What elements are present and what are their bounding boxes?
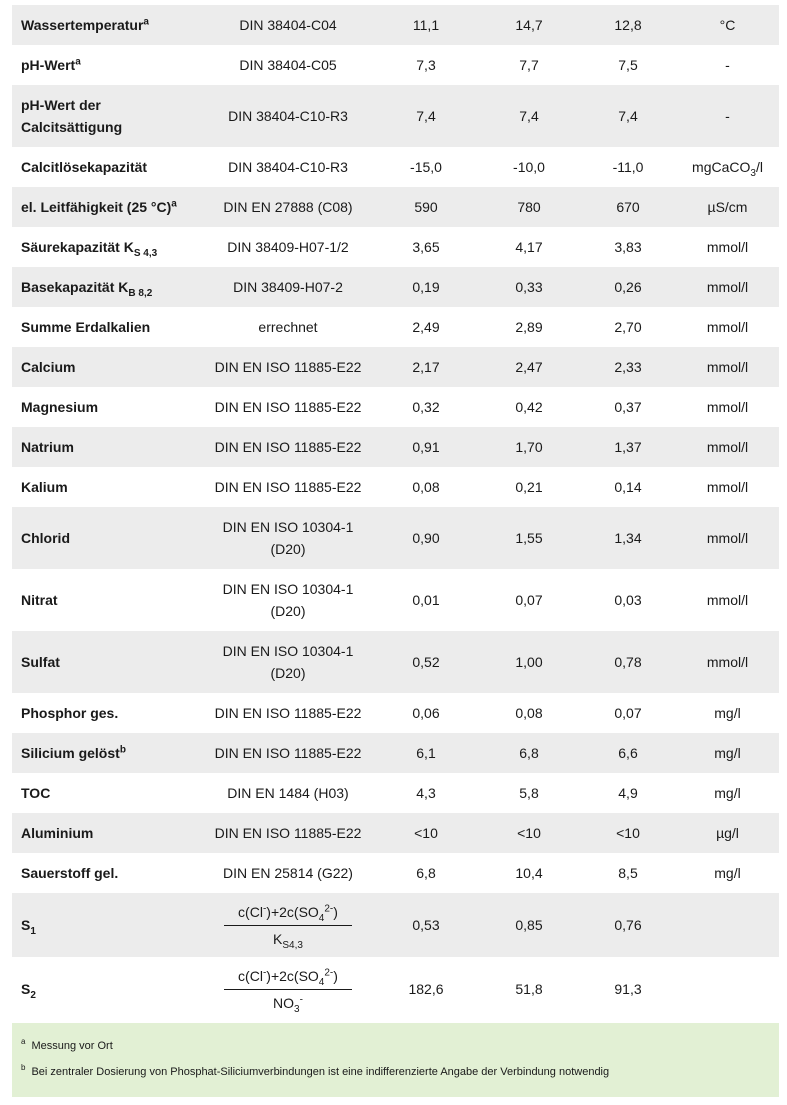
unit-cell: mmol/l: [706, 319, 749, 335]
method-cell: DIN EN ISO 11885-E22: [214, 479, 362, 495]
value-cell: 6,6: [580, 733, 676, 773]
unit-cell: mmol/l: [676, 507, 779, 569]
parameter-name: Aluminium: [12, 813, 202, 853]
parameter-name: Silicium gelöst$^b$: [12, 733, 202, 773]
method-cell: DIN 38404-C05: [239, 57, 337, 73]
value-cell: 182,6: [408, 981, 444, 997]
parameter-name: Wassertemperatur$^a$: [12, 5, 202, 45]
value-cell: 670: [580, 187, 676, 227]
value-cell: 0,07: [614, 705, 642, 721]
value-cell: 1,34: [580, 507, 676, 569]
value-cell: 14,7: [478, 5, 580, 45]
table-row: [12, 507, 779, 569]
value-cell: 6,8: [416, 865, 436, 881]
unit-cell: mg/l: [714, 705, 741, 721]
value-cell: -11,0: [612, 159, 644, 175]
unit-cell: [676, 893, 779, 957]
value-cell: 3,83: [614, 239, 642, 255]
value-cell: 0,03: [614, 592, 642, 608]
value-cell: 6,1: [374, 733, 478, 773]
value-cell: 7,7: [519, 57, 539, 73]
table-row: [12, 957, 779, 1021]
method-cell: DIN EN ISO 11885-E22: [214, 705, 362, 721]
s1-formula: [224, 901, 352, 950]
value-cell: 590: [374, 187, 478, 227]
value-cell: 12,8: [580, 5, 676, 45]
unit-cell: µS/cm: [676, 187, 779, 227]
parameter-name: Säurekapazität $K_{S 4,3}$: [21, 239, 158, 259]
footnotes: [12, 1023, 779, 1097]
value-cell: 3,65: [412, 239, 440, 255]
table-row: [12, 467, 779, 507]
unit-cell: mmol/l: [676, 347, 779, 387]
value-cell: 8,5: [618, 865, 638, 881]
value-cell: 7,5: [618, 57, 638, 73]
value-cell: 0,53: [374, 893, 478, 957]
value-cell: 0,37: [614, 399, 642, 415]
parameter-name: Magnesium: [21, 399, 99, 415]
parameter-name: Basekapazität $K_{B 8,2}$: [12, 267, 202, 307]
value-cell: 91,3: [614, 981, 642, 997]
value-cell: 2,89: [515, 319, 543, 335]
s2-formula: [224, 965, 352, 1014]
value-cell: 7,4: [580, 85, 676, 147]
method-cell: DIN 38409-H07-2: [202, 267, 374, 307]
parameter-name: pH-Wert$^a$: [21, 56, 81, 73]
table-row: [12, 693, 779, 733]
value-cell: 51,8: [515, 981, 543, 997]
formula-denominator: $K_{S4,3}$: [273, 930, 303, 951]
method-cell: DIN EN ISO 11885-E22: [214, 399, 362, 415]
value-cell: 0,01: [412, 592, 440, 608]
value-cell: 2,47: [478, 347, 580, 387]
value-cell: <10: [580, 813, 676, 853]
table-row: [12, 147, 779, 187]
value-cell: 2,33: [580, 347, 676, 387]
method-cell: DIN EN ISO 11885-E22: [202, 733, 374, 773]
value-cell: 1,55: [478, 507, 580, 569]
value-cell: 1,70: [478, 427, 580, 467]
unit-cell: mg/l: [676, 733, 779, 773]
unit-cell: mmol/l: [706, 592, 749, 608]
formula-numerator: $c(Cl^-)+2c(SO_4^{2-})$: [224, 901, 352, 926]
value-cell: 7,4: [374, 85, 478, 147]
value-cell: 0,19: [374, 267, 478, 307]
parameter-name: $S_2$: [21, 981, 36, 1001]
value-cell: 7,3: [416, 57, 436, 73]
value-cell: 11,1: [374, 5, 478, 45]
footnote-a: $^a$ Messung vor Ort: [21, 1037, 113, 1052]
method-cell: DIN EN ISO 11885-E22: [202, 427, 374, 467]
value-cell: 0,08: [515, 705, 543, 721]
value-cell: 5,8: [519, 785, 539, 801]
value-cell: 0,76: [580, 893, 676, 957]
parameter-name: Sauerstoff gel.: [21, 865, 119, 881]
unit-cell: mg/l: [714, 865, 741, 881]
method-cell: DIN EN ISO 10304-1 (D20): [202, 507, 374, 569]
parameter-name: Phosphor ges.: [21, 705, 119, 721]
table-row: [12, 387, 779, 427]
value-cell: 7,4: [478, 85, 580, 147]
parameter-name: Calcium: [12, 347, 202, 387]
table-row: [12, 45, 779, 85]
unit-cell: mmol/l: [676, 427, 779, 467]
unit-cell: °C: [676, 5, 779, 45]
method-cell: DIN 38404-C10-R3: [202, 85, 374, 147]
method-cell: DIN EN ISO 10304-1 (D20): [222, 581, 354, 619]
method-cell: errechnet: [258, 319, 318, 335]
value-cell: <10: [478, 813, 580, 853]
method-cell: DIN EN 25814 (G22): [223, 865, 353, 881]
unit-cell: -: [725, 57, 730, 73]
method-cell: DIN EN ISO 11885-E22: [202, 347, 374, 387]
method-cell: DIN EN ISO 11885-E22: [202, 813, 374, 853]
unit-cell: [676, 957, 779, 1021]
table-row: [12, 631, 779, 693]
table-row: [12, 893, 779, 957]
value-cell: 0,42: [515, 399, 543, 415]
value-cell: 10,4: [515, 865, 543, 881]
parameter-name: Natrium: [12, 427, 202, 467]
value-cell: 0,26: [580, 267, 676, 307]
unit-cell: µg/l: [676, 813, 779, 853]
value-cell: 0,52: [374, 631, 478, 693]
value-cell: 0,32: [412, 399, 440, 415]
parameter-name: Calcitlösekapazität: [21, 159, 148, 175]
parameter-name: Summe Erdalkalien: [21, 319, 151, 335]
method-cell: DIN 38404-C10-R3: [228, 159, 348, 175]
method-cell: DIN 38409-H07-1/2: [227, 239, 349, 255]
unit-cell: mmol/l: [676, 267, 779, 307]
value-cell: 1,37: [580, 427, 676, 467]
table-row: [12, 267, 779, 307]
value-cell: 0,07: [515, 592, 543, 608]
value-cell: 1,00: [478, 631, 580, 693]
parameter-name: TOC: [21, 785, 51, 801]
value-cell: 780: [478, 187, 580, 227]
table-row: [12, 427, 779, 467]
parameter-name: Nitrat: [21, 592, 58, 608]
table-row: [12, 5, 779, 45]
water-analysis-document: [12, 5, 779, 1097]
value-cell: 0,21: [515, 479, 543, 495]
parameter-name: $S_1$: [12, 893, 202, 957]
table-row: [12, 187, 779, 227]
table-row: [12, 853, 779, 893]
unit-cell: -: [676, 85, 779, 147]
value-cell: -10,0: [513, 159, 545, 175]
value-cell: 2,49: [412, 319, 440, 335]
unit-cell: mmol/l: [706, 479, 749, 495]
value-cell: 0,14: [614, 479, 642, 495]
method-cell: DIN 38404-C04: [202, 5, 374, 45]
value-cell: <10: [374, 813, 478, 853]
value-cell: 0,85: [478, 893, 580, 957]
table-row: [12, 85, 779, 147]
value-cell: 2,17: [374, 347, 478, 387]
value-cell: 0,78: [580, 631, 676, 693]
table-row: [12, 347, 779, 387]
value-cell: 0,90: [374, 507, 478, 569]
table-row: [12, 307, 779, 347]
parameter-name: Sulfat: [12, 631, 202, 693]
value-cell: 0,91: [374, 427, 478, 467]
method-cell: DIN EN 1484 (H03): [227, 785, 349, 801]
value-cell: 2,70: [614, 319, 642, 335]
table-row: [12, 813, 779, 853]
unit-cell: mmol/l: [706, 239, 749, 255]
method-cell: DIN EN 27888 (C08): [202, 187, 374, 227]
parameter-name: Chlorid: [12, 507, 202, 569]
value-cell: 4,17: [515, 239, 543, 255]
parameter-name: pH-Wert der Calcitsättigung: [12, 85, 202, 147]
unit-cell: mmol/l: [676, 631, 779, 693]
value-cell: 4,3: [416, 785, 436, 801]
formula-cell: [202, 893, 374, 957]
table-row: [12, 773, 779, 813]
value-cell: -15,0: [410, 159, 442, 175]
formula-numerator: $c(Cl^-)+2c(SO_4^{2-})$: [224, 965, 352, 990]
unit-cell: mgCaCO$_3$/l: [692, 159, 763, 179]
value-cell: 0,33: [478, 267, 580, 307]
method-cell: DIN EN ISO 10304-1 (D20): [202, 631, 374, 693]
formula-cell: [202, 957, 374, 1021]
value-cell: 6,8: [478, 733, 580, 773]
table-row: [12, 569, 779, 631]
table-row: [12, 733, 779, 773]
parameter-name: el. Leitfähigkeit (25 °C)$^a$: [12, 187, 202, 227]
parameter-name: Kalium: [21, 479, 68, 495]
unit-cell: mg/l: [714, 785, 741, 801]
unit-cell: mmol/l: [706, 399, 749, 415]
value-cell: 0,06: [412, 705, 440, 721]
water-analysis-table: [12, 5, 779, 1021]
formula-denominator: $NO_3^-$: [273, 993, 303, 1015]
footnote-b: $^b$ Bei zentraler Dosierung von Phosphat-Siliciumverbindungen ist eine indifferenzierte Angabe der Verbindung notwendig: [21, 1063, 610, 1078]
table-row: [12, 227, 779, 267]
value-cell: 0,08: [412, 479, 440, 495]
value-cell: 4,9: [618, 785, 638, 801]
